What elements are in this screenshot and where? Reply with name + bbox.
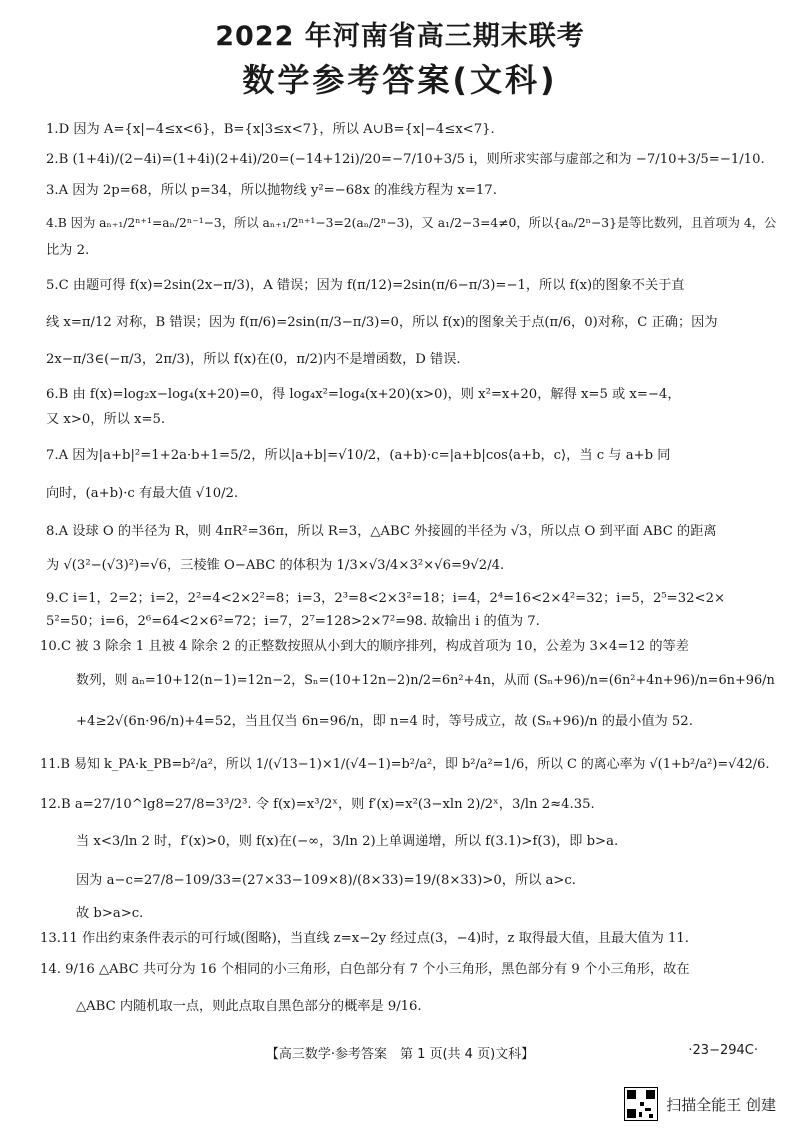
answer-line: 5²=50；i=6，2⁶=64<2×6²=72；i=7，2⁷=128>2×7²=98. 故输出 i 的值为 7. — [46, 614, 540, 629]
answer-line: 比为 2. — [46, 243, 90, 258]
answer-line: 9.C i=1，2=2；i=2，2²=4<2×2²=8；i=3，2³=8<2×3²=18；i=4，2⁴=16<2×4²=32；i=5，2⁵=32<2× — [46, 591, 726, 606]
page-title: 2022 年河南省高三期末联考 — [215, 21, 585, 52]
answer-line: 因为 a−c=27/8−109/33=(27×33−109×8)/(8×33)=19/(8×33)>0，所以 a>c. — [76, 873, 577, 888]
document-code: ·23−294C· — [688, 1043, 758, 1058]
answer-line: 6.B 由 f(x)=log₂x−log₄(x+20)=0，得 log₄x²=log₄(x+20)(x>0)，则 x²=x+20，解得 x=5 或 x=−4， — [46, 387, 681, 402]
answer-line: 13.11 作出约束条件表示的可行域(图略)，当直线 z=x−2y 经过点(3，−4)时，z 取得最大值，且最大值为 11. — [40, 931, 689, 946]
answer-line: 12.B a=27/10^lg8=27/8=3³/2³. 令 f(x)=x³/2ˣ，则 f′(x)=x²(3−xln 2)/2ˣ，3/ln 2≈4.35. — [40, 797, 595, 812]
answer-line: 数列，则 aₙ=10+12(n−1)=12n−2，Sₙ=(10+12n−2)n/2=6n²+4n，从而 (Sₙ+96)/n=(6n²+4n+96)/n=6n+96/n — [76, 673, 775, 688]
answer-line: 3.A 因为 2p=68，所以 p=34，所以抛物线 y²=−68x 的准线方程为 x=17. — [46, 183, 497, 198]
answer-line: 为 √(3²−(√3)²)=√6，三棱锥 O−ABC 的体积为 1/3×√3/4×3²×√6=9√2/4. — [46, 558, 505, 573]
answer-line: 4.B 因为 aₙ₊₁/2ⁿ⁺¹=aₙ/2ⁿ⁻¹−3，所以 aₙ₊₁/2ⁿ⁺¹−3=2(aₙ/2ⁿ−3)，又 a₁/2−3=4≠0，所以{aₙ/2ⁿ−3}是等比数列，且首项为 4，公 — [46, 216, 777, 230]
page-footer: 【高三数学·参考答案 第 1 页(共 4 页)文科】 — [265, 1047, 535, 1062]
answer-line: 11.B 易知 k_PA·k_PB=b²/a²，所以 1/(√13−1)×1/(√4−1)=b²/a²，即 b²/a²=1/6，所以 C 的离心率为 √(1+b²/a²)=√42/6. — [40, 757, 770, 772]
qr-code-icon — [624, 1087, 658, 1121]
answer-line: 又 x>0，所以 x=5. — [46, 412, 166, 427]
answer-line: 线 x=π/12 对称，B 错误；因为 f(π/6)=2sin(π/3−π/3)=0，所以 f(x)的图象关于点(π/6，0)对称，C 正确；因为 — [46, 315, 718, 330]
scanner-watermark — [624, 1086, 776, 1122]
answer-line: 8.A 设球 O 的半径为 R，则 4πR²=36π，所以 R=3，△ABC 外接圆的半径为 √3，所以点 O 到平面 ABC 的距离 — [46, 524, 717, 539]
answer-line: 故 b>a>c. — [76, 906, 144, 921]
answer-line: 2.B (1+4i)/(2−4i)=(1+4i)(2+4i)/20=(−14+12i)/20=−7/10+3/5 i，则所求实部与虚部之和为 −7/10+3/5=−1/10. — [46, 152, 765, 167]
answer-line: 7.A 因为|a+b|²=1+2a·b+1=5/2，所以|a+b|=√10/2，(a+b)·c=|a+b|cos⟨a+b，c⟩，当 c 与 a+b 同 — [46, 448, 671, 463]
answer-line: △ABC 内随机取一点，则此点取自黑色部分的概率是 9/16. — [76, 999, 422, 1014]
answer-line: 10.C 被 3 除余 1 且被 4 除余 2 的正整数按照从小到大的顺序排列，构成首项为 10，公差为 3×4=12 的等差 — [40, 639, 689, 654]
page-subtitle: 数学参考答案(文科) — [242, 61, 558, 99]
answer-line: +4≥2√(6n·96/n)+4=52，当且仅当 6n=96/n，即 n=4 时，等号成立，故 (Sₙ+96)/n 的最小值为 52. — [76, 714, 693, 729]
answer-line: 1.D 因为 A={x|−4≤x<6}，B={x|3≤x<7}，所以 A∪B={x|−4≤x<7}. — [46, 122, 495, 137]
answer-line: 14. 9/16 △ABC 共可分为 16 个相同的小三角形，白色部分有 7 个小三角形，黑色部分有 9 个小三角形，故在 — [40, 962, 690, 977]
answer-line: 2x−π/3∈(−π/3，2π/3)，所以 f(x)在(0，π/2)内不是增函数，D 错误. — [46, 352, 461, 367]
answer-line: 5.C 由题可得 f(x)=2sin(2x−π/3)，A 错误；因为 f(π/12)=2sin(π/6−π/3)=−1，所以 f(x)的图象不关于直 — [46, 278, 685, 293]
answer-line: 当 x<3/ln 2 时，f′(x)>0，则 f(x)在(−∞，3/ln 2)上单调递增，所以 f(3.1)>f(3)，即 b>a. — [76, 834, 619, 849]
answer-line: 向时，(a+b)·c 有最大值 √10/2. — [46, 486, 239, 501]
scanner-label: 扫描全能王 创建 — [666, 1095, 776, 1114]
